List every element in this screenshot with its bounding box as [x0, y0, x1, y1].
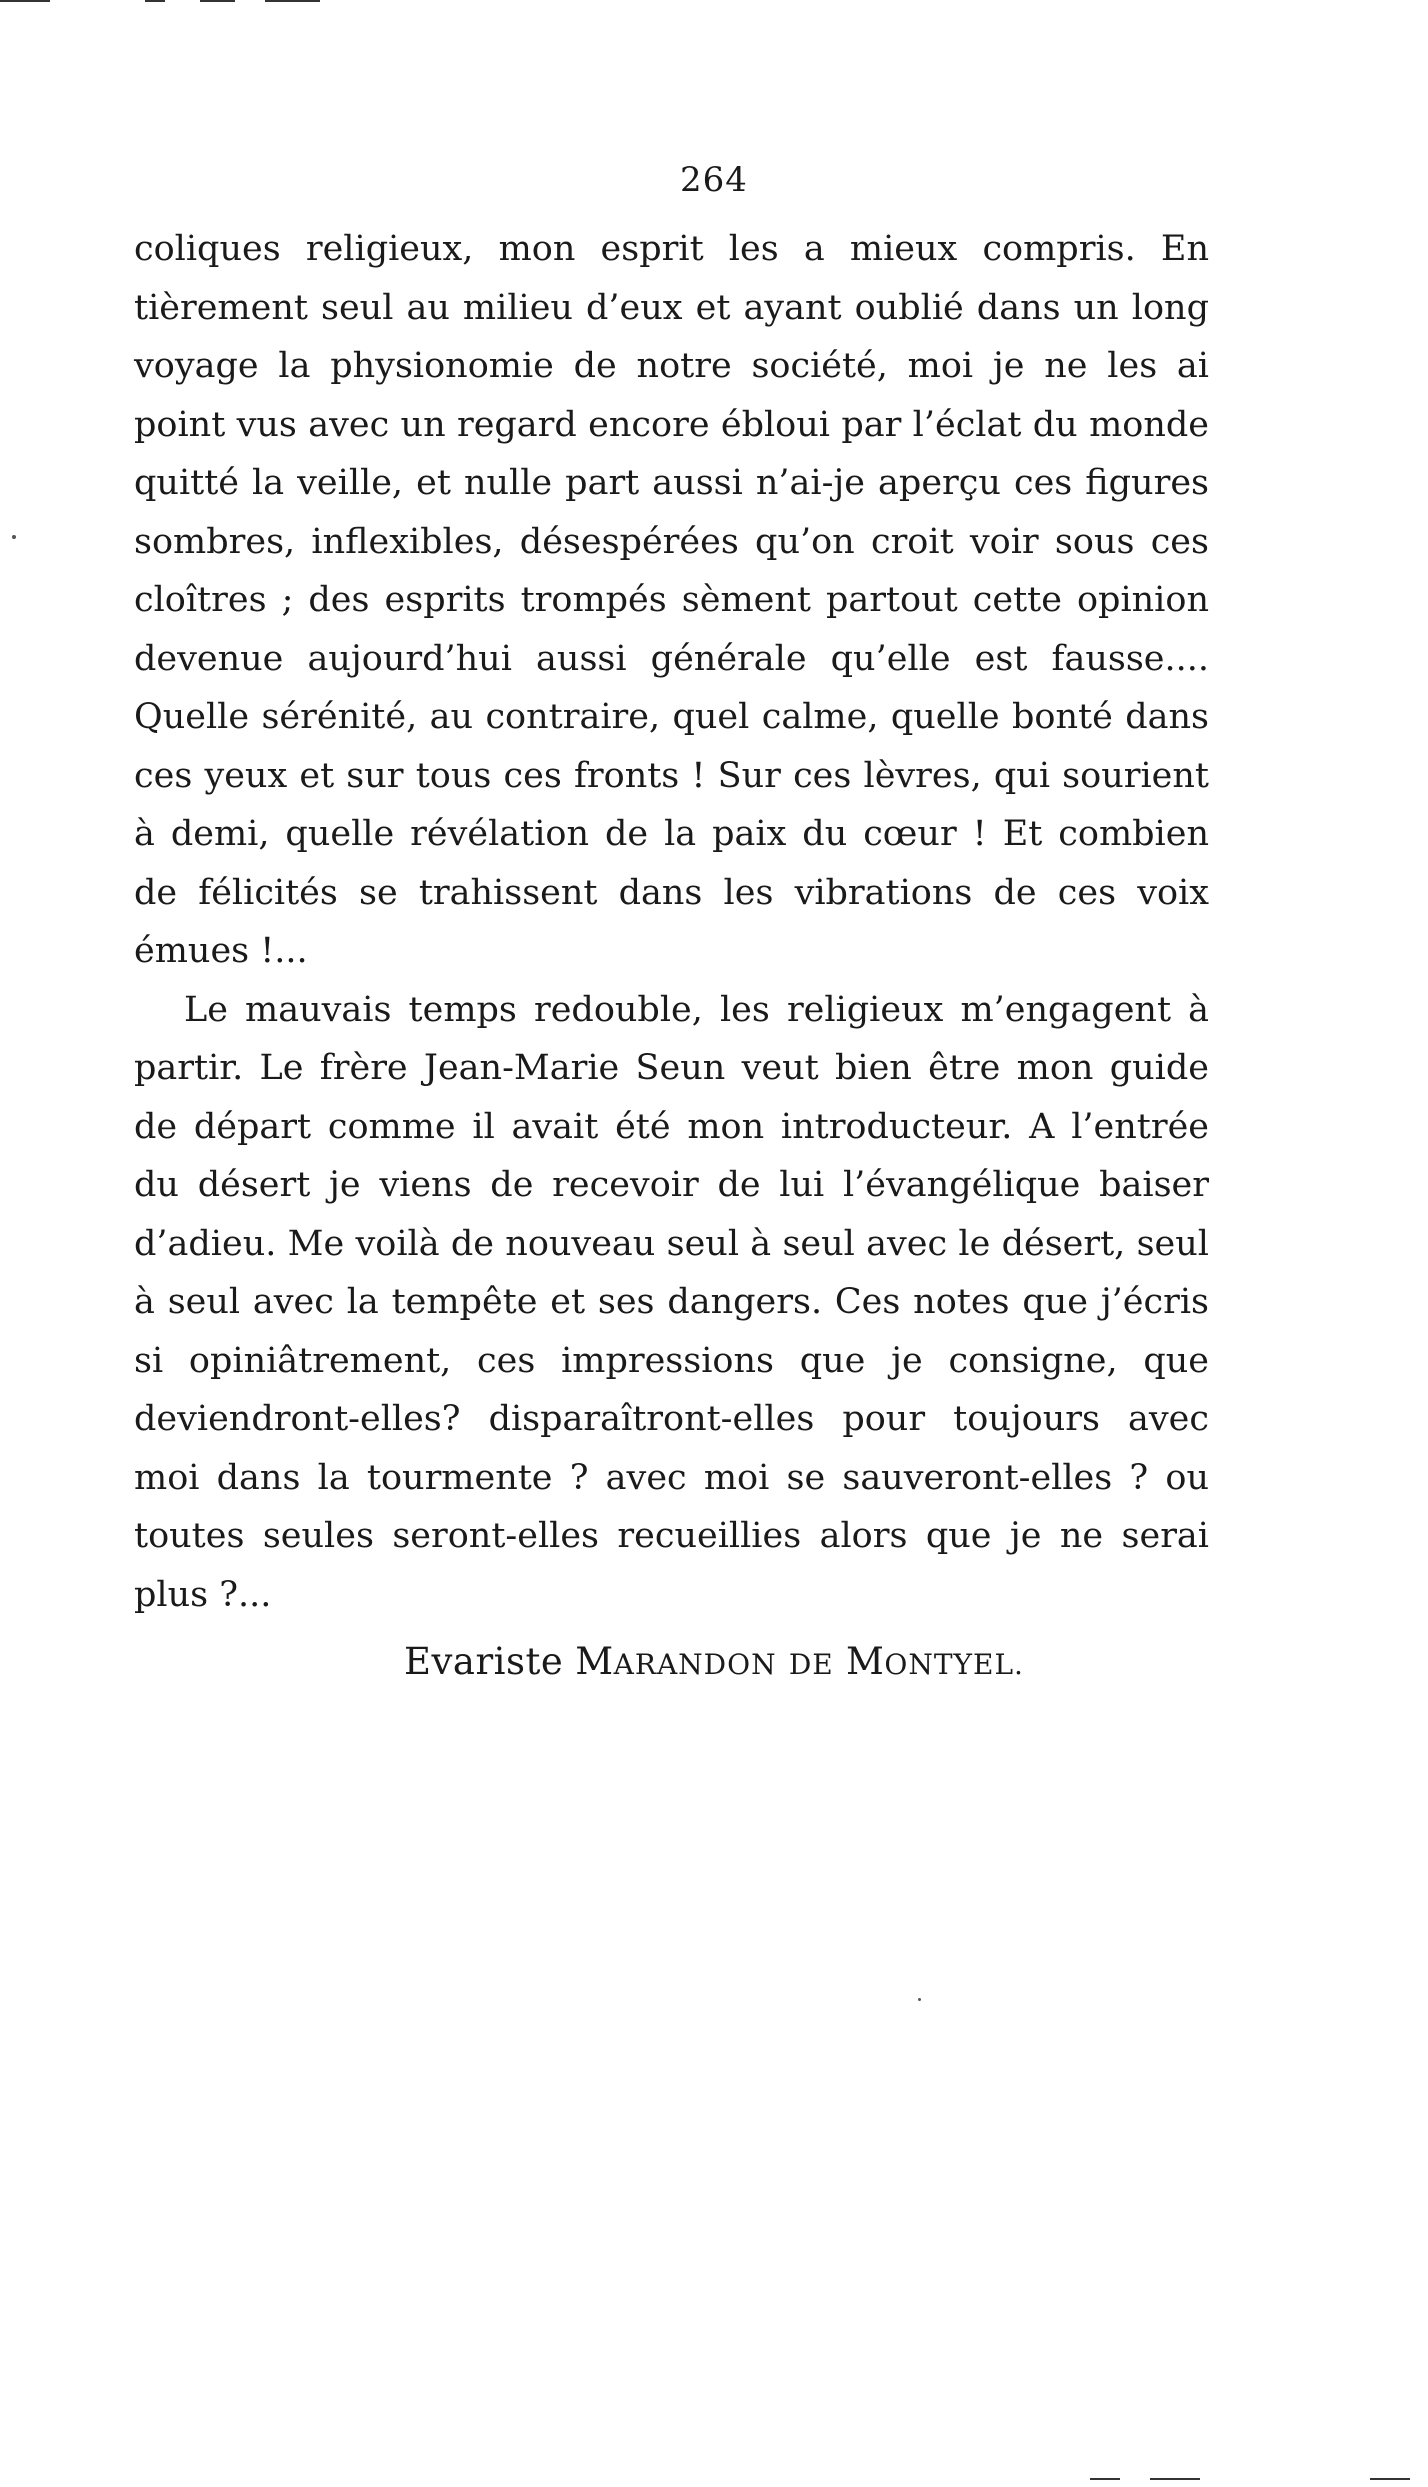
paragraph: coliques religieux, mon esprit les a mieux compris. En tièrement seul au milieu d’eux et ayant oublié dans un long voyage la physionomie de notre société, moi je ne les ai point vus avec un regard encore ébloui par l’éclat du monde quitté la veille, et nulle part aussi n’ai-je aperçu ces figures sombres, inflexibles, désespérées qu’on croit voir sous ces cloîtres ; des esprits trompés sèment partout cette opinion devenue aujourd’hui aussi générale qu’elle est fausse.... Quelle sérénité, au contraire, quel calme, quelle bonté dans ces yeux et sur tous ces fronts ! Sur ces lèvres, qui sourient à demi, quelle révélation de la paix du cœur ! Et combien de félicités se trahissent dans les vibrations de ces voix émues !... [134, 229, 1209, 971]
signature-surname: ARANDON [613, 1648, 777, 1681]
scan-edge-mark [0, 0, 50, 2]
scan-edge-mark [265, 0, 320, 2]
signature-surname-initial: M [575, 1640, 614, 1683]
page-number: 264 [680, 160, 748, 200]
scan-speck [918, 1998, 921, 2001]
scan-speck [12, 535, 16, 539]
signature-first-name: Evariste [404, 1640, 564, 1683]
scan-edge-mark [1370, 2478, 1410, 2480]
scan-edge-mark [145, 0, 165, 2]
paragraph: Le mauvais temps redouble, les religieux m’engagent à partir. Le frère Jean-Marie Seun veut bien être mon guide de départ comme il avait été mon introducteur. A l’entrée du désert je viens de recevoir de lui l’évangélique baiser d’adieu. Me voilà de nouveau seul à seul avec le désert, seul à seul avec la tempête et ses dangers. Ces notes que j’écris si opiniâtrement, ces impressions que je consigne, que deviendront-elles? disparaîtront-elles pour toujours avec moi dans la tourmente ? avec moi se sauveront-elles ? ou toutes seules seront-elles recueillies alors que je ne serai plus ?... [134, 989, 1209, 1615]
signature-surname-initial: M [846, 1640, 885, 1683]
signature-surname: ONTYEL. [884, 1648, 1024, 1681]
author-signature [0, 1640, 1428, 1683]
signature-particle: DE [788, 1648, 834, 1681]
scan-edge-mark [1150, 2478, 1200, 2480]
scan-edge-mark [1090, 2478, 1120, 2480]
scan-edge-mark [200, 0, 235, 2]
body-text [134, 220, 1209, 1624]
